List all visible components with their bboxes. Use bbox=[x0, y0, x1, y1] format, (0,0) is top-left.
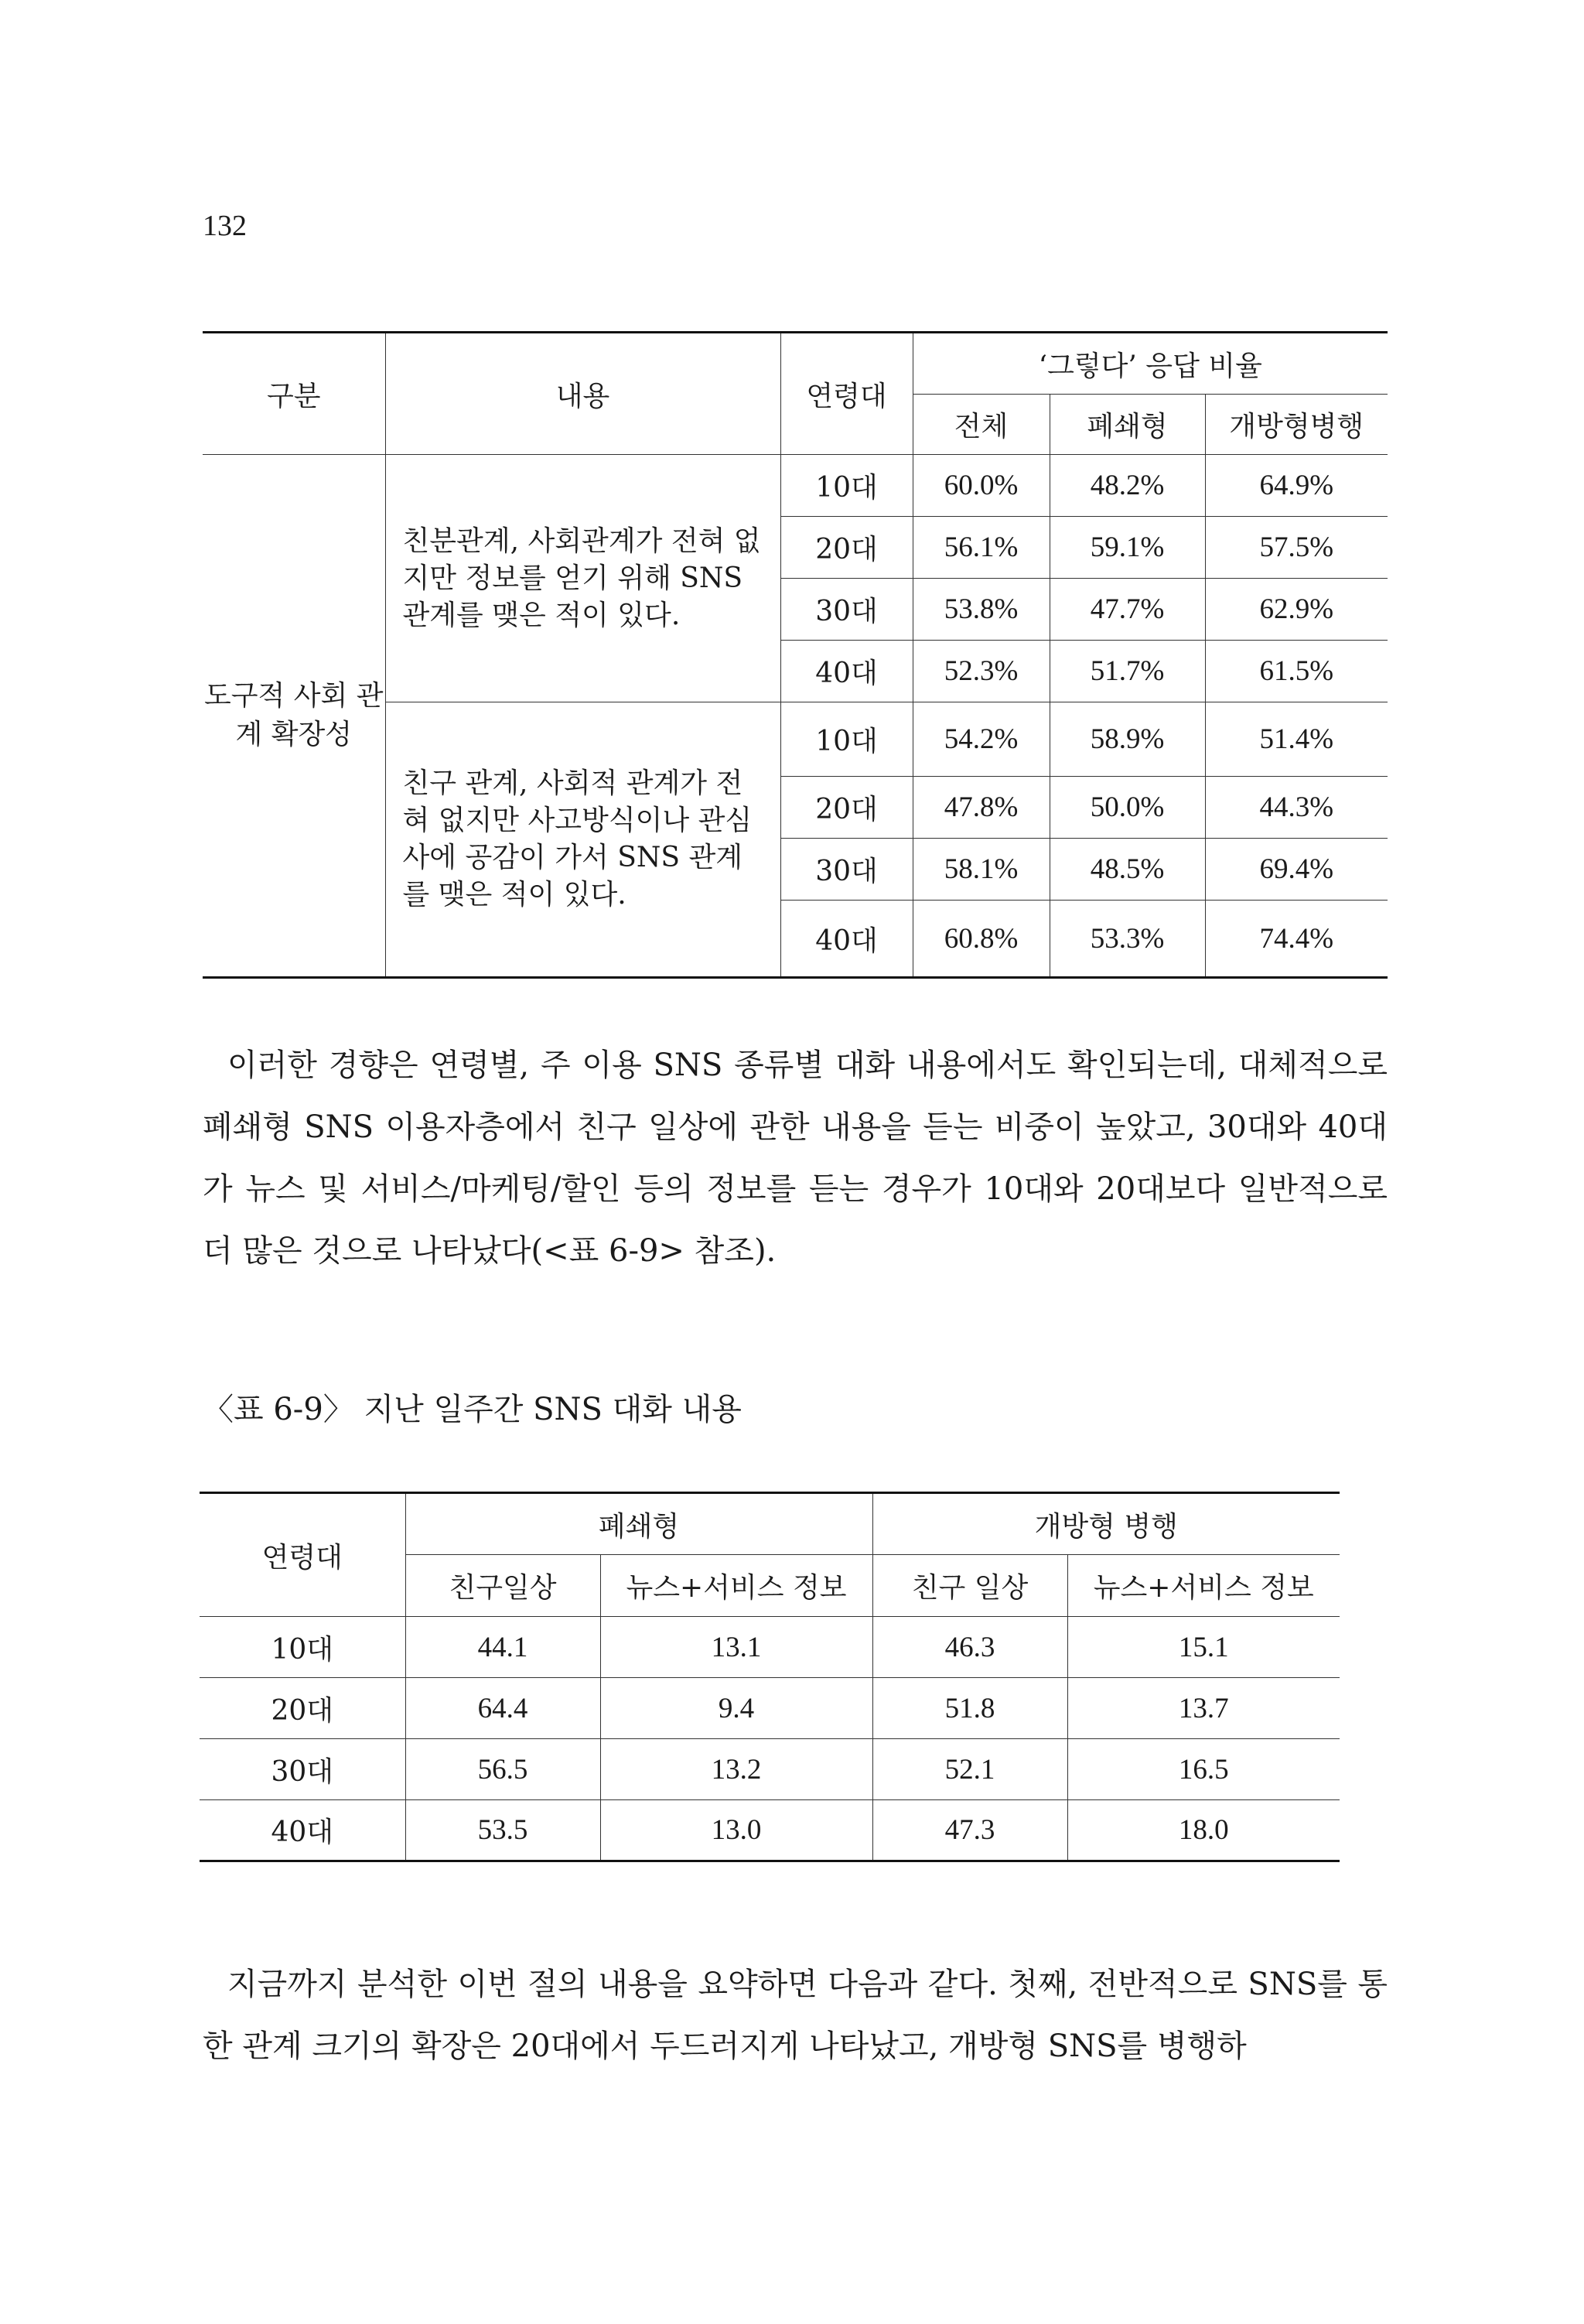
header-ratio-group: ‘그렇다’ 응답 비율 bbox=[913, 333, 1388, 395]
table-instrumental-relations bbox=[203, 331, 1388, 979]
closed-news-cell: 9.4 bbox=[600, 1678, 872, 1739]
open-daily-cell: 47.3 bbox=[872, 1800, 1067, 1861]
open-daily-cell: 46.3 bbox=[872, 1617, 1067, 1678]
total-cell: 47.8% bbox=[913, 777, 1050, 839]
closed-daily-cell: 56.5 bbox=[405, 1739, 600, 1800]
table-caption: 〈표 6-9〉 지난 일주간 SNS 대화 내용 bbox=[203, 1392, 742, 1427]
header-open-daily: 친구 일상 bbox=[872, 1555, 1067, 1617]
closed-cell: 48.5% bbox=[1050, 839, 1205, 901]
paragraph-text: 이러한 경향은 연령별, 주 이용 SNS 종류별 대화 내용에서도 확인되는데, 대체적으로 폐쇄형 SNS 이용자층에서 친구 일상에 관한 내용을 듣는 비중이 높았고, 30대와 40대가 뉴스 및 서비스/마케팅/할인 등의 정보를 듣는 경우가 10대와 20대보다 일반적으로 더 많은 것으로 나타났다(<표 6-9> 참조). bbox=[203, 1048, 1388, 1269]
page-number: 132 bbox=[203, 210, 247, 242]
open-cell: 64.9% bbox=[1205, 455, 1388, 517]
closed-cell: 50.0% bbox=[1050, 777, 1205, 839]
header-content: 내용 bbox=[385, 333, 780, 455]
closed-cell: 47.7% bbox=[1050, 579, 1205, 641]
age-cell: 10대 bbox=[780, 455, 913, 517]
age-cell: 30대 bbox=[780, 839, 913, 901]
open-daily-cell: 51.8 bbox=[872, 1678, 1067, 1739]
header-open: 개방형 병행 bbox=[872, 1493, 1340, 1555]
open-cell: 44.3% bbox=[1205, 777, 1388, 839]
closed-cell: 48.2% bbox=[1050, 455, 1205, 517]
open-cell: 62.9% bbox=[1205, 579, 1388, 641]
table-row bbox=[200, 1739, 1340, 1800]
body-paragraph bbox=[203, 1953, 1388, 2077]
header-open-news: 뉴스+서비스 정보 bbox=[1067, 1555, 1340, 1617]
age-cell: 20대 bbox=[780, 777, 913, 839]
open-news-cell: 18.0 bbox=[1067, 1800, 1340, 1861]
total-cell: 54.2% bbox=[913, 702, 1050, 777]
table-row bbox=[203, 455, 1388, 517]
closed-news-cell: 13.0 bbox=[600, 1800, 872, 1861]
header-closed: 폐쇄형 bbox=[1050, 395, 1205, 455]
open-cell: 74.4% bbox=[1205, 901, 1388, 978]
closed-daily-cell: 64.4 bbox=[405, 1678, 600, 1739]
closed-cell: 51.7% bbox=[1050, 641, 1205, 702]
header-closed-daily: 친구일상 bbox=[405, 1555, 600, 1617]
header-category: 구분 bbox=[203, 333, 385, 455]
paragraph-text: 지금까지 분석한 이번 절의 내용을 요약하면 다음과 같다. 첫째, 전반적으로 SNS를 통한 관계 크기의 확장은 20대에서 두드러지게 나타났고, 개방형 SNS를 병행하 bbox=[203, 1967, 1388, 2064]
total-cell: 60.8% bbox=[913, 901, 1050, 978]
header-age: 연령대 bbox=[780, 333, 913, 455]
open-news-cell: 13.7 bbox=[1067, 1678, 1340, 1739]
age-cell: 30대 bbox=[200, 1739, 405, 1800]
age-cell: 10대 bbox=[200, 1617, 405, 1678]
age-cell: 20대 bbox=[200, 1678, 405, 1739]
table-sns-conversation bbox=[200, 1492, 1340, 1862]
age-cell: 20대 bbox=[780, 517, 913, 579]
closed-news-cell: 13.2 bbox=[600, 1739, 872, 1800]
total-cell: 58.1% bbox=[913, 839, 1050, 901]
open-daily-cell: 52.1 bbox=[872, 1739, 1067, 1800]
open-cell: 69.4% bbox=[1205, 839, 1388, 901]
total-cell: 60.0% bbox=[913, 455, 1050, 517]
table-row bbox=[200, 1678, 1340, 1739]
open-news-cell: 15.1 bbox=[1067, 1617, 1340, 1678]
header-total: 전체 bbox=[913, 395, 1050, 455]
content-cell: 친분관계, 사회관계가 전혀 없지만 정보를 얻기 위해 SNS관계를 맺은 적이 있다. bbox=[385, 455, 780, 702]
open-cell: 51.4% bbox=[1205, 702, 1388, 777]
open-cell: 61.5% bbox=[1205, 641, 1388, 702]
content-cell: 친구 관계, 사회적 관계가 전혀 없지만 사고방식이나 관심사에 공감이 가서 SNS 관계를 맺은 적이 있다. bbox=[385, 702, 780, 978]
header-open: 개방형병행 bbox=[1205, 395, 1388, 455]
table-row bbox=[200, 1617, 1340, 1678]
open-news-cell: 16.5 bbox=[1067, 1739, 1340, 1800]
age-cell: 40대 bbox=[200, 1800, 405, 1861]
total-cell: 56.1% bbox=[913, 517, 1050, 579]
age-cell: 30대 bbox=[780, 579, 913, 641]
table-row bbox=[200, 1800, 1340, 1861]
body-paragraph bbox=[203, 1034, 1388, 1282]
header-closed-news: 뉴스+서비스 정보 bbox=[600, 1555, 872, 1617]
category-cell: 도구적 사회 관계 확장성 bbox=[203, 455, 385, 978]
closed-news-cell: 13.1 bbox=[600, 1617, 872, 1678]
open-cell: 57.5% bbox=[1205, 517, 1388, 579]
closed-daily-cell: 44.1 bbox=[405, 1617, 600, 1678]
closed-cell: 53.3% bbox=[1050, 901, 1205, 978]
closed-daily-cell: 53.5 bbox=[405, 1800, 600, 1861]
total-cell: 53.8% bbox=[913, 579, 1050, 641]
closed-cell: 59.1% bbox=[1050, 517, 1205, 579]
closed-cell: 58.9% bbox=[1050, 702, 1205, 777]
total-cell: 52.3% bbox=[913, 641, 1050, 702]
header-closed: 폐쇄형 bbox=[405, 1493, 872, 1555]
age-cell: 40대 bbox=[780, 641, 913, 702]
age-cell: 40대 bbox=[780, 901, 913, 978]
header-age: 연령대 bbox=[200, 1493, 405, 1617]
age-cell: 10대 bbox=[780, 702, 913, 777]
